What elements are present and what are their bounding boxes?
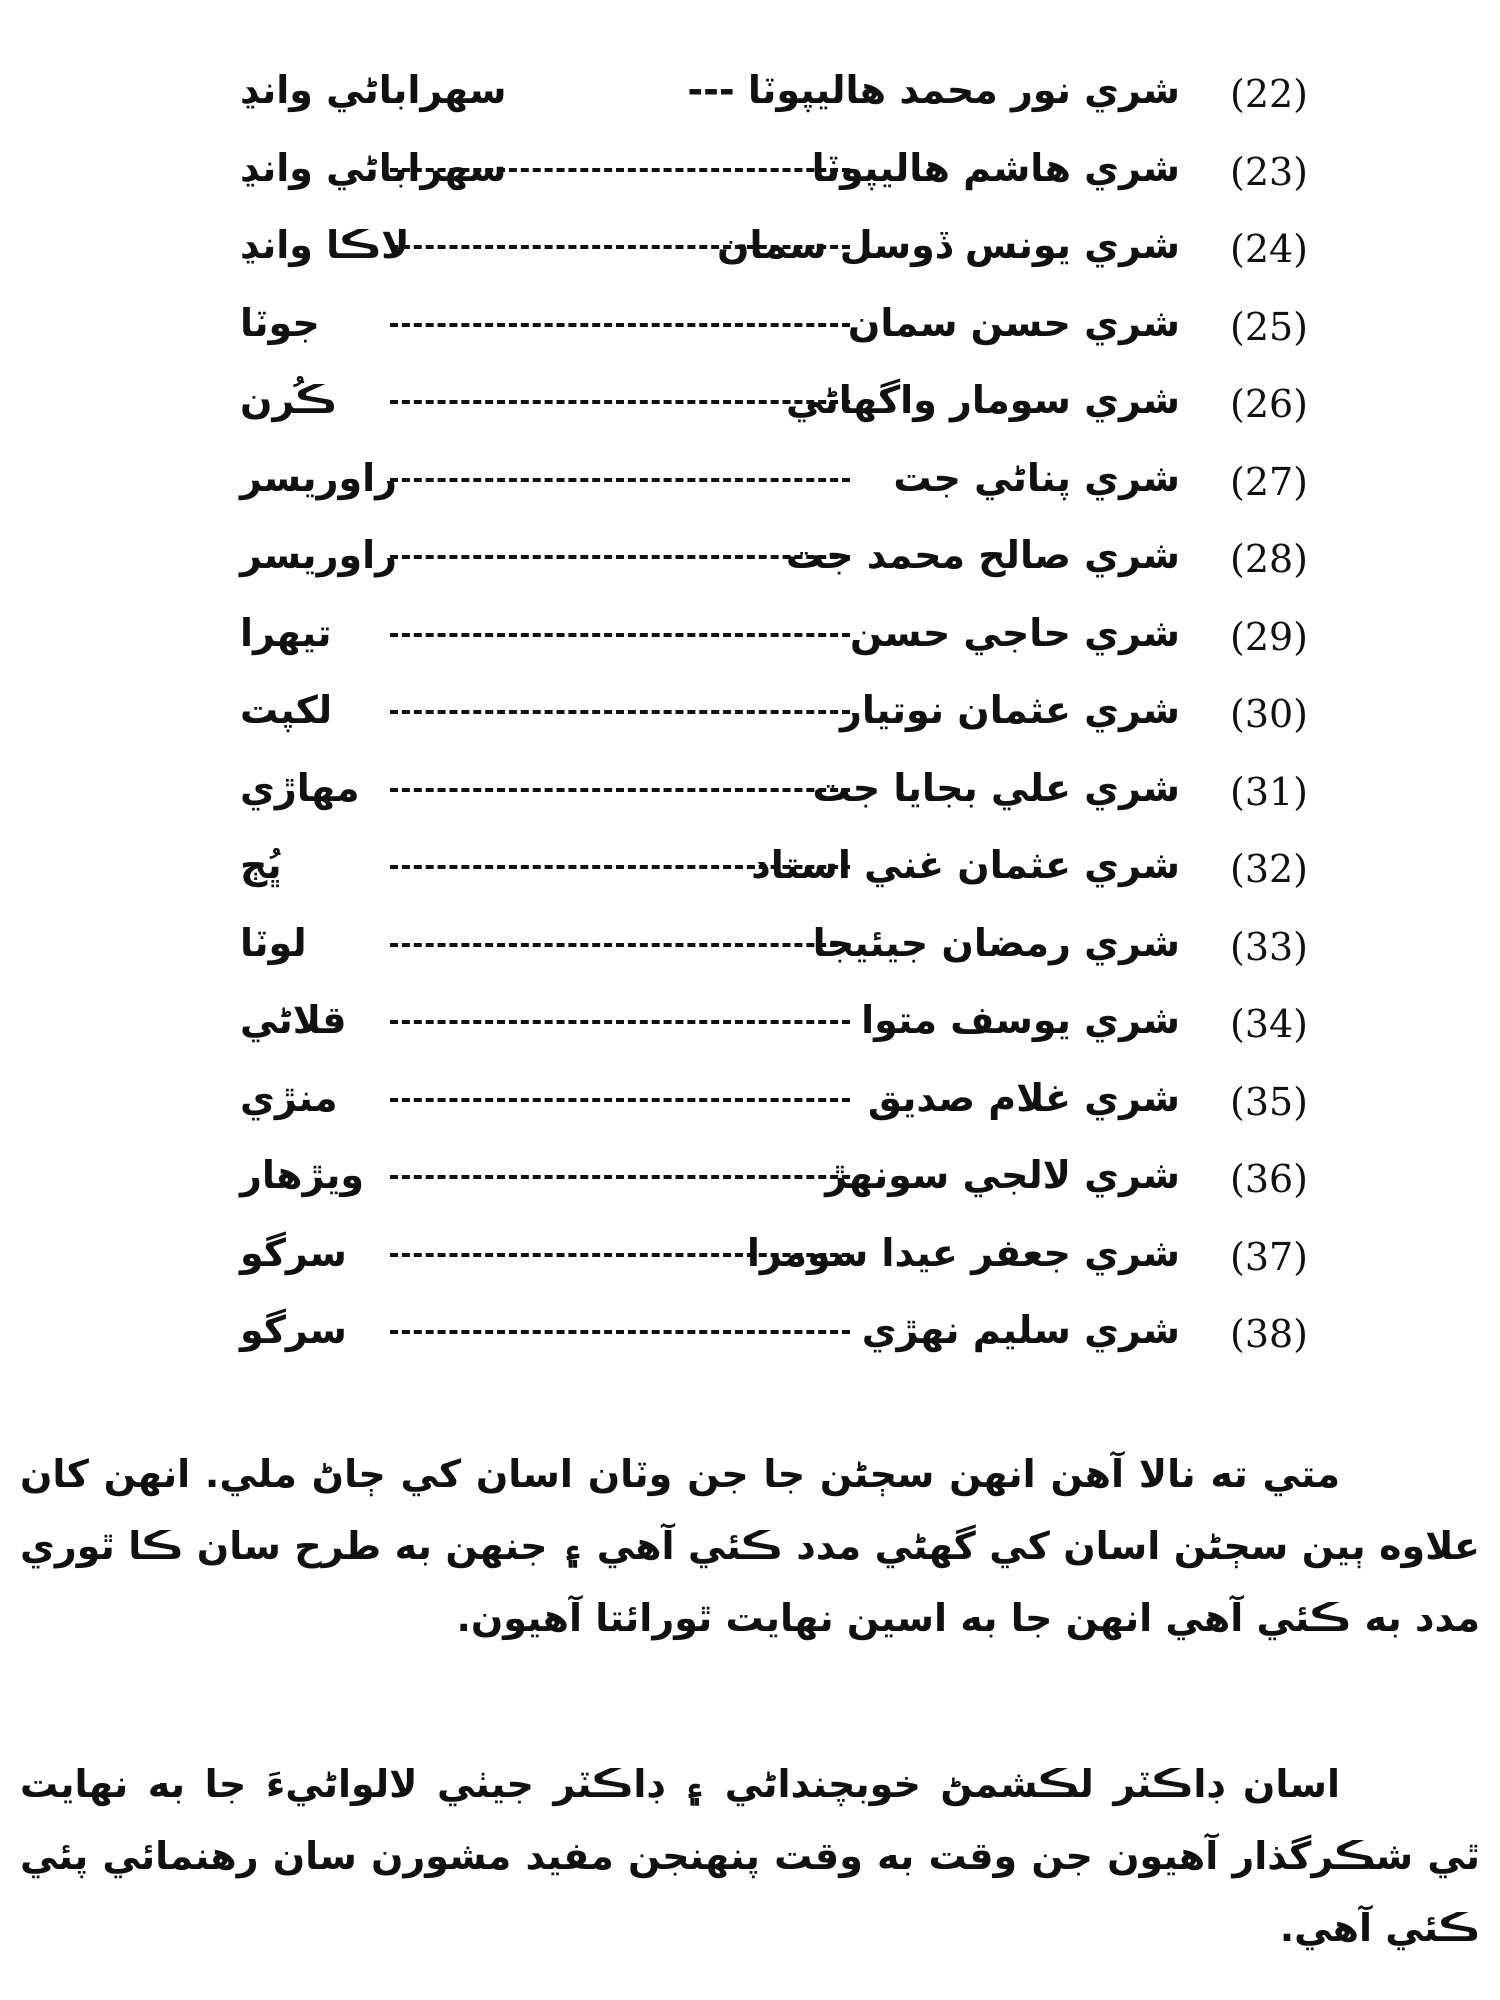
leader-dots	[390, 1175, 850, 1179]
list-item	[240, 140, 1340, 218]
item-name: شري رمضان جيئيجا	[812, 920, 1180, 965]
leader-dots	[390, 1098, 850, 1102]
item-name: شري لالجي سونهڙ	[825, 1153, 1180, 1197]
item-place: راوريسر	[240, 455, 397, 500]
item-place: قلاڻي	[240, 998, 347, 1042]
list-item	[240, 450, 1340, 528]
list-item	[240, 527, 1340, 605]
contributor-list	[240, 62, 1340, 1380]
item-place: لکپت	[240, 688, 333, 732]
item-number: (37)	[1230, 1234, 1309, 1279]
leader-dots	[390, 710, 850, 714]
item-name: شري جعفر عيدا سومرا	[746, 1230, 1180, 1275]
item-name: شري نور محمد هاليپوٽا ---	[687, 68, 1180, 112]
item-number: (36)	[1230, 1157, 1309, 1201]
item-number: (27)	[1230, 459, 1309, 504]
item-number: (24)	[1230, 227, 1309, 271]
item-number: (34)	[1230, 1002, 1309, 1046]
item-number: (29)	[1230, 614, 1309, 659]
item-name: شري عثمان غني استاد	[751, 843, 1180, 887]
item-place: راوريسر	[240, 533, 397, 577]
list-item	[240, 1070, 1340, 1148]
paragraph-text: متي ته نالا آهن انهن سڄڻن جا جن وٽان اسان کي ڄاڻ ملي. انهن کان علاوه ٻين سڄڻن اسان کي گهڻي مدد ڪئي آهي ۽ جنهن به طرح سان ڪا ٿوري مدد به ڪئي آهي انهن جا به اسين نهايت ٿورائتا آهيون.	[20, 1452, 1480, 1640]
list-item	[240, 837, 1340, 915]
acknowledgement-paragraph	[20, 1438, 1480, 1654]
list-item	[240, 1225, 1340, 1303]
item-name: شري علي بجايا جت	[812, 765, 1180, 810]
item-place: منڙي	[240, 1075, 338, 1120]
item-place: جوٽا	[240, 300, 320, 345]
leader-dots	[390, 1253, 850, 1257]
list-item	[240, 915, 1340, 993]
item-place: مهاڙي	[240, 765, 360, 810]
list-item	[240, 295, 1340, 373]
item-place: سرگو	[240, 1308, 347, 1352]
leader-dots	[390, 323, 850, 327]
list-item	[240, 1302, 1340, 1380]
item-place: سهراباڻي وانڍ	[240, 68, 507, 112]
list-item	[240, 605, 1340, 683]
item-number: (22)	[1230, 72, 1309, 116]
item-name: شري حسن سمان	[847, 300, 1180, 345]
item-place: ڪُرن	[240, 378, 337, 422]
leader-dots	[390, 865, 850, 869]
item-place: سرگو	[240, 1230, 347, 1275]
item-place: ويڙهار	[240, 1153, 365, 1197]
item-place: لاڪا وانڍ	[240, 223, 410, 267]
paragraph-text: اسان ڊاڪٽر لڪشمڻ خوبچنداڻي ۽ ڊاڪٽر جيٺي لالواڻيءَ جا به نهايت ٿي شڪرگذار آهيون جن وقت به وقت پنهنجن مفيد مشورن سان رهنمائي پئي ڪئي آهي.	[20, 1762, 1480, 1950]
item-name: شري پناڻي جت	[893, 455, 1180, 500]
item-number: (25)	[1230, 304, 1309, 349]
item-name: شري يوسف متوا	[861, 998, 1180, 1042]
list-item	[240, 372, 1340, 450]
thanks-paragraph	[20, 1748, 1480, 1964]
item-name: شري يونس ڏوسل سمان	[717, 223, 1180, 267]
item-number: (38)	[1230, 1312, 1309, 1356]
leader-dots	[390, 633, 850, 637]
list-item	[240, 992, 1340, 1070]
list-item	[240, 217, 1340, 295]
item-number: (33)	[1230, 924, 1309, 969]
leader-dots	[390, 245, 850, 249]
item-name: شري سليم نهڙي	[861, 1308, 1180, 1352]
leader-dots	[390, 1020, 850, 1024]
item-name: شري سومار واگهاڻي	[786, 378, 1180, 422]
item-name: شري صالح محمد جت	[785, 533, 1180, 577]
item-place: ڀُڄ	[240, 843, 282, 887]
list-item	[240, 62, 1340, 140]
leader-dots	[390, 943, 850, 947]
item-number: (23)	[1230, 149, 1309, 194]
item-name: شري حاجي حسن	[849, 610, 1180, 655]
item-place: لوٽا	[240, 920, 307, 965]
leader-dots	[390, 1330, 850, 1334]
item-place: سهراباڻي وانڍ	[240, 145, 507, 190]
item-name: شري عثمان نوتيار	[840, 688, 1180, 732]
list-item	[240, 1147, 1340, 1225]
item-number: (32)	[1230, 847, 1309, 891]
list-item	[240, 760, 1340, 838]
item-number: (30)	[1230, 692, 1309, 736]
item-name: شري هاشم هاليپوٽا	[811, 145, 1180, 190]
item-number: (26)	[1230, 382, 1309, 426]
item-number: (28)	[1230, 537, 1309, 581]
leader-dots	[390, 400, 850, 404]
leader-dots	[390, 788, 850, 792]
item-number: (31)	[1230, 769, 1309, 814]
item-name: شري غلام صديق	[867, 1075, 1180, 1120]
item-place: تيهرا	[240, 610, 332, 655]
leader-dots	[390, 478, 850, 482]
list-item	[240, 682, 1340, 760]
item-number: (35)	[1230, 1079, 1309, 1124]
leader-dots	[390, 555, 850, 559]
